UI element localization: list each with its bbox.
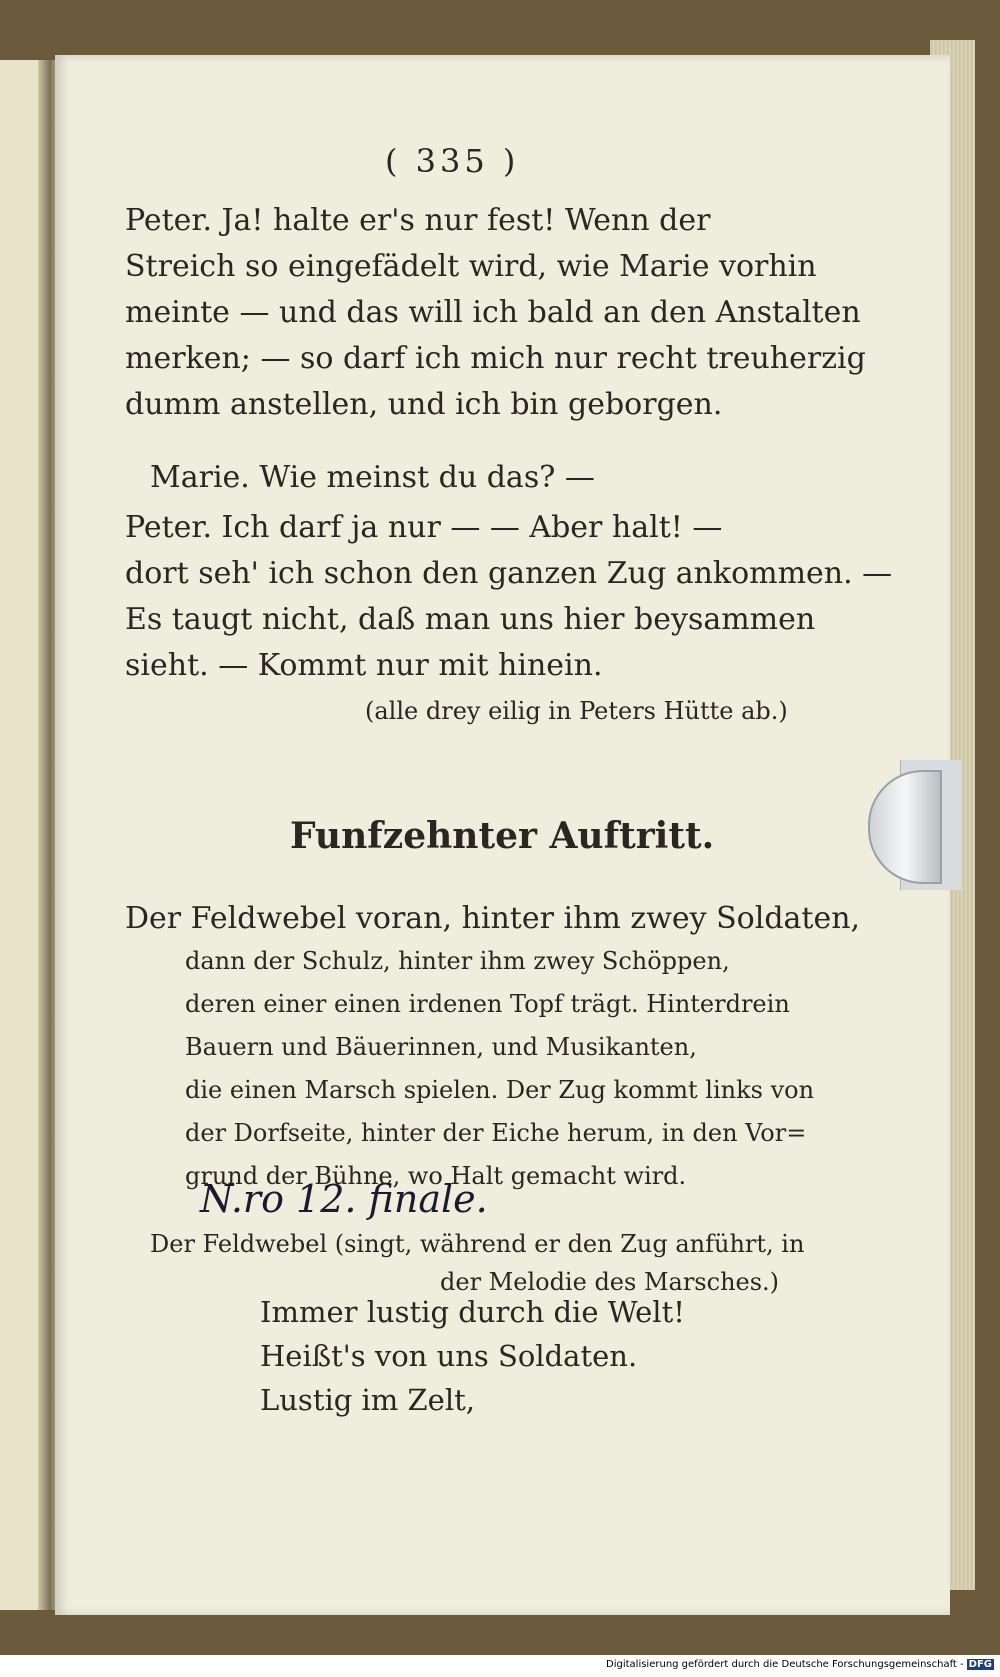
footer-text: Digitalisierung gefördert durch die Deutsche Forschungsgemeinschaft - <box>606 1659 964 1670</box>
text-line: dumm anstellen, und ich bin geborgen. <box>125 387 723 422</box>
handwritten-annotation: N.ro 12. finale. <box>200 1177 488 1221</box>
text-line: Peter. Ja! halte er's nur fest! Wenn der <box>125 203 711 238</box>
page-number: ( 335 ) <box>385 142 520 180</box>
speech-marie: Marie. Wie meinst du das? — <box>150 460 595 495</box>
song-verse <box>260 1290 685 1422</box>
scene-directions <box>125 897 860 1198</box>
text-line: die einen Marsch spielen. Der Zug kommt links von <box>185 1076 815 1104</box>
text-line: Streich so eingefädelt wird, wie Marie vorhin <box>125 249 817 284</box>
dfg-logo: DFG <box>968 1659 992 1670</box>
text-line: Peter. Ich darf ja nur — — Aber halt! — <box>125 510 723 545</box>
text-line: der Dorfseite, hinter der Eiche herum, in den Vor= <box>185 1119 807 1147</box>
text-line: merken; — so darf ich mich nur recht treuherzig <box>125 341 866 376</box>
text-line: sieht. — Kommt nur mit hinein. <box>125 648 603 683</box>
text-line: der Melodie des Marsches.) <box>440 1268 780 1296</box>
digitization-footer <box>606 1659 994 1670</box>
stage-direction: (alle drey eilig in Peters Hütte ab.) <box>365 697 788 725</box>
text-line: dort seh' ich schon den ganzen Zug ankommen. — <box>125 556 893 591</box>
text-line: dann der Schulz, hinter ihm zwey Schöppen, <box>185 947 730 975</box>
text-line: Bauern und Bäuerinnen, und Musikanten, <box>185 1033 697 1061</box>
speech-peter-2 <box>125 505 892 689</box>
text-line: deren einer einen irdenen Topf trägt. Hinterdrein <box>185 990 790 1018</box>
scene-title: Funfzehnter Auftritt. <box>290 815 715 857</box>
verse-line: Immer lustig durch die Welt! <box>260 1295 685 1329</box>
text-line: Der Feldwebel voran, hinter ihm zwey Soldaten, <box>125 901 861 936</box>
text-line: grund der Bühne, wo Halt gemacht wird. <box>185 1162 687 1190</box>
speech-peter-1 <box>125 198 866 428</box>
text-line: meinte — und das will ich bald an den Anstalten <box>125 295 861 330</box>
text-line: Es taugt nicht, daß man uns hier beysammen <box>125 602 816 637</box>
text-line: Der Feldwebel (singt, während er den Zug anführt, in <box>150 1230 805 1258</box>
verse-line: Lustig im Zelt, <box>260 1383 475 1417</box>
verse-line: Heißt's von uns Soldaten. <box>260 1339 638 1373</box>
